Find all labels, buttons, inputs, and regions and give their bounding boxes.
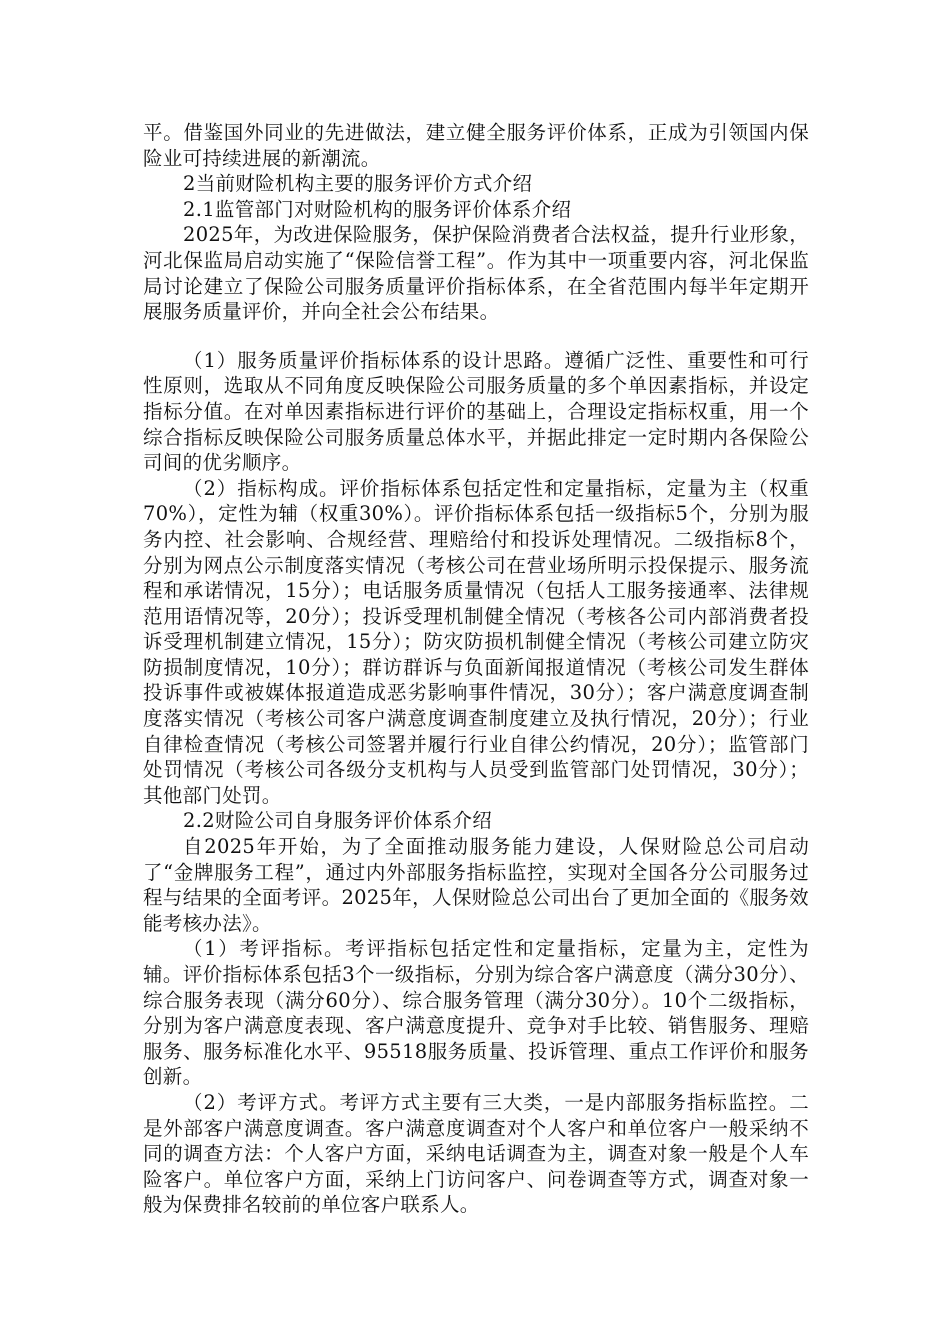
- paragraph-spacer: [143, 325, 809, 348]
- document-page: [143, 120, 809, 1218]
- section-heading-2-2: 2.2财险公司自身服务评价体系介绍: [183, 809, 493, 833]
- paragraph-evaluation-methods: （2）考评方式。考评方式主要有三大类，一是内部服务指标监控。二是外部客户满意度调查。客户满意度调查对个人客户和单位客户一般采纳不同的调查方法：个人客户方面，采纳电话调查为主，调查对象一般是个人车险客户。单位客户方面，采纳上门访问客户、问卷调查等方式，调查对象一般为保费排名较前的单位客户联系人。: [143, 1090, 809, 1217]
- paragraph-hebei-reputation-project: 2025年，为改进保险服务，保护保险消费者合法权益，提升行业形象，河北保监局启动实施了“保险信誉工程”。作为其中一项重要内容，河北保监局讨论建立了保险公司服务质量评价指标体系，在全省范围内每半年定期开展服务质量评价，并向全社会公布结果。: [143, 223, 809, 324]
- paragraph-design-approach: （1）服务质量评价指标体系的设计思路。遵循广泛性、重要性和可行性原则，选取从不同角度反映保险公司服务质量的多个单因素指标，并设定指标分值。在对单因素指标进行评价的基础上，合理设定指标权重，用一个综合指标反映保险公司服务质量总体水平，并据此排定一定时期内各保险公司间的优劣顺序。: [143, 348, 809, 475]
- paragraph-gold-service-project: 自2025年开始，为了全面推动服务能力建设，人保财险总公司启动了“金牌服务工程”，通过内外部服务指标监控，实现对全国各分公司服务过程与结果的全面考评。2025年，人保财险总公司出台了更加全面的《服务效能考核办法》。: [143, 835, 809, 935]
- paragraph-intro-continuation: 平。借鉴国外同业的先进做法，建立健全服务评价体系，正成为引领国内保险业可持续进展的新潮流。: [143, 121, 809, 170]
- paragraph-evaluation-indicators: （1）考评指标。考评指标包括定性和定量指标，定量为主，定性为辅。评价指标体系包括3个一级指标，分别为综合客户满意度（满分30分）、综合服务表现（满分60分）、综合服务管理（满分30分）。10个二级指标，分别为客户满意度表现、客户满意度提升、竞争对手比较、销售服务、理赔服务、服务标准化水平、95518服务质量、投诉管理、重点工作评价和服务创新。: [143, 937, 809, 1089]
- section-heading-2-1: 2.1监管部门对财险机构的服务评价体系介绍: [183, 197, 572, 221]
- section-heading-2: 2当前财险机构主要的服务评价方式介绍: [183, 172, 533, 196]
- paragraph-indicator-composition: （2）指标构成。评价指标体系包括定性和定量指标，定量为主（权重70%），定性为辅（权重30%）。评价指标体系包括一级指标5个，分别为服务内控、社会影响、合规经营、理赔给付和投诉处理情况。二级指标8个，分别为网点公示制度落实情况（考核公司在营业场所明示投保提示、服务流程和承诺情况，15分）；电话服务质量情况（包括人工服务接通率、法律规范用语情况等，20分）；投诉受理机制健全情况（考核各公司内部消费者投诉受理机制建立情况，15分）；防灾防损机制健全情况（考核公司建立防灾防损制度情况，10分）；群访群诉与负面新闻报道情况（考核公司发生群体投诉事件或被媒体报道造成恶劣影响事件情况，30分）；客户满意度调查制度落实情况（考核公司客户满意度调查制度建立及执行情况，20分）；行业自律检查情况（考核公司签署并履行行业自律公约情况，20分）；监管部门处罚情况（考核公司各级分支机构与人员受到监管部门处罚情况，30分）；其他部门处罚。: [143, 476, 809, 807]
